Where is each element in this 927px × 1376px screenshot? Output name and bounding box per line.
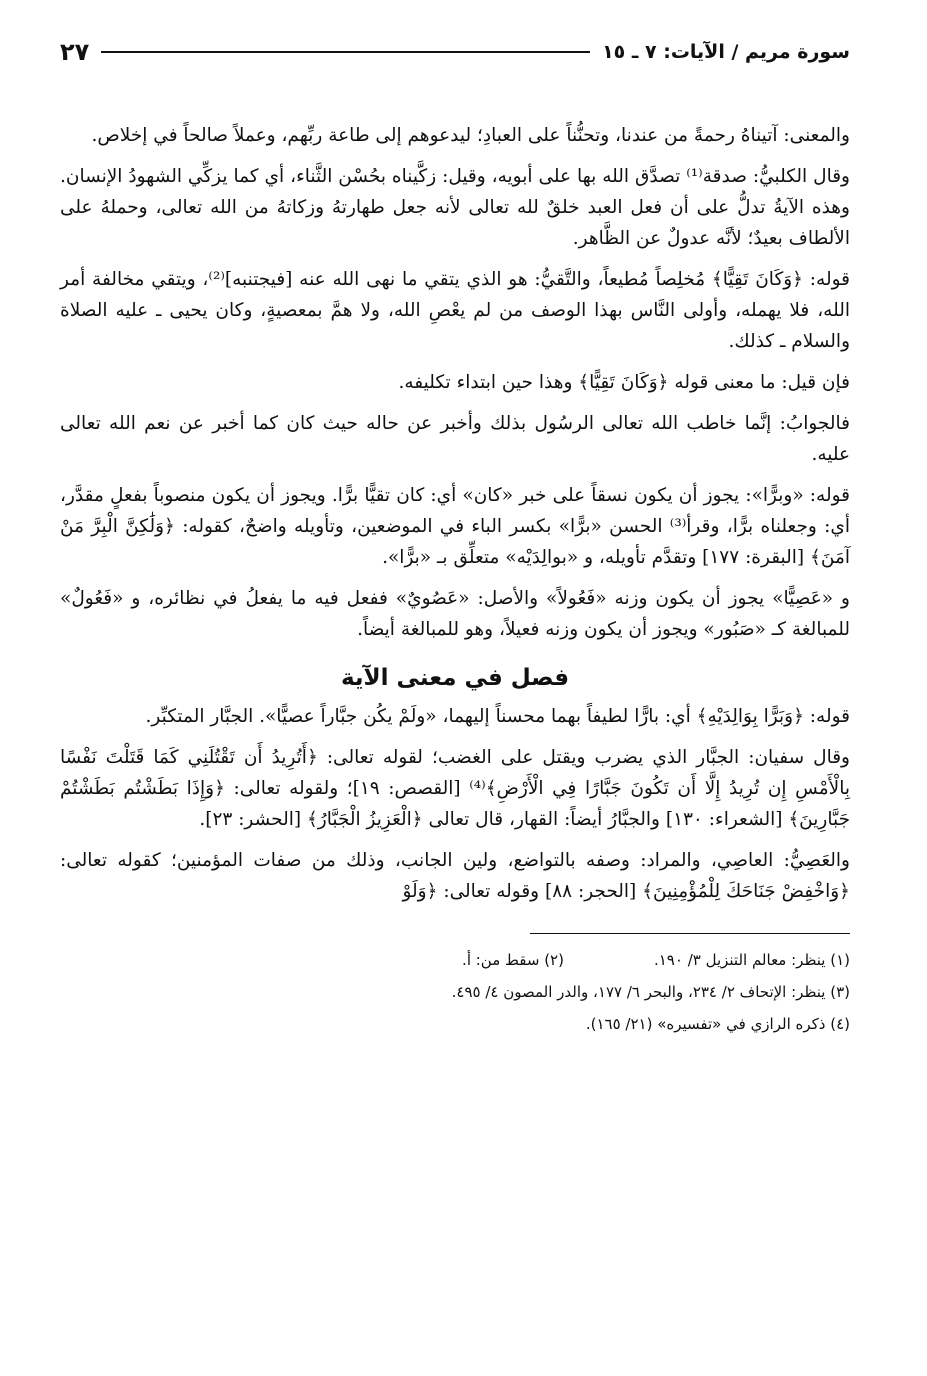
paragraph: وقال سفيان: الجبَّار الذي يضرب ويقتل على الغضب؛ لقوله تعالى: ﴿أَتُرِيدُ أَن تَقْتُلَنِي كَمَا قَتَلْتَ نَفْسًا بِالْأَمْسِ إِن تُرِيدُ إِلَّا أَن تَكُونَ جَبَّارًا فِي الْأَرْضِ﴾⁽⁴⁾ [القصص: ١٩]؛ ولقوله تعالى: ﴿وَإِذَا بَطَشْتُم بَطَشْتُمْ جَبَّارِينَ﴾ [الشعراء: ١٣٠] والجبَّارُ أيضاً: القهار، قال تعالى ﴿الْعَزِيزُ الْجَبَّارُ﴾ [الحشر: ٢٣]. bbox=[60, 747, 850, 830]
footnote-rule bbox=[530, 933, 850, 934]
paragraph: والمعنى: آتيناهُ رحمةً من عندنا، وتحنُّناً على العبادِ؛ ليدعوهم إلى طاعة ربِّهم، وعملاً صالحاً في إخلاص. bbox=[91, 125, 850, 146]
footnotes bbox=[60, 944, 850, 1040]
footnote-2: (٢) سقط من: أ. bbox=[462, 951, 564, 969]
section-heading: فصل في معنى الآية bbox=[340, 665, 570, 691]
paragraph: قوله: ﴿وَبَرًّا بِوَالِدَيْهِ﴾ أي: بارًّا لطيفاً بهما محسناً إليهما، «ولَمْ يكُن جبَّاراً عصيًّا». الجبَّار المتكبِّر. bbox=[145, 706, 850, 727]
running-header-title: سورة مريم / الآيات: ٧ ـ ١٥ bbox=[602, 41, 850, 63]
paragraph: والعَصِيُّ: العاصِي، والمراد: وصفه بالتواضع، ولين الجانب، وذلك من صفات المؤمنين؛ كقوله تعالى: ﴿وَاخْفِضْ جَنَاحَكَ لِلْمُؤْمِنِينَ﴾ [الحجر: ٨٨] وقوله تعالى: ﴿وَلَوْ bbox=[60, 850, 850, 902]
footnote-3: (٣) ينظر: الإتحاف ٢/ ٢٣٤، والبحر ٦/ ١٧٧، والدر المصون ٤/ ٤٩٥. bbox=[451, 983, 850, 1001]
paragraph: فالجوابُ: إنَّما خاطب الله تعالى الرسُول بذلك وأخبر عن حاله حيث كان كما أخبر عن نعم الله تعالى عليه. bbox=[60, 413, 850, 465]
footnote-4: (٤) ذكره الرازي في «تفسيره» (٢١/ ١٦٥). bbox=[585, 1015, 850, 1033]
header-rule bbox=[101, 51, 590, 53]
footnote-row bbox=[60, 944, 850, 976]
footnote-1: (١) ينظر: معالم التنزيل ٣/ ١٩٠. bbox=[653, 951, 850, 969]
paragraph: قوله: ﴿وَكَانَ تَقِيًّا﴾ مُخلِصاً مُطيعاً، والتَّقيُّ: هو الذي يتقي ما نهى الله عنه [فيجتنبه]⁽²⁾، ويتقي مخالفة أمر الله، فلا يهمله، وأولى النَّاس بهذا الوصف من لم يعْصِ الله، ولا همَّ بمعصيةٍ، وكان يحيى ـ عليه الصلاة والسلام ـ كذلك. bbox=[60, 269, 850, 352]
running-header bbox=[60, 30, 850, 74]
paragraph: و «عَصِيًّا» يجوز أن يكون وزنه «فَعُولاً» والأصل: «عَصُويٌ» ففعل فيه ما يفعلُ في نظائره، و «فَعُولٌ» للمبالغة كـ «صَبُور» ويجوز أن يكون وزنه فعيلاً، وهو للمبالغة أيضاً. bbox=[60, 588, 850, 640]
page bbox=[60, 30, 850, 1040]
paragraph: قوله: «وبرًّا»: يجوز أن يكون نسقاً على خبر «كان» أي: كان تقيًّا برًّا. ويجوز أن يكون منصوباً بفعلٍ مقدَّر، أي: وجعلناه برًّا، وقرأ⁽³⁾ الحسن «برًّا» بكسر الباء في الموضعين، وتأويله واضحٌ، كقوله: ﴿وَلَٰكِنَّ الْبِرَّ مَنْ آمَنَ﴾ [البقرة: ١٧٧] وتقدَّم تأويله، و «بوالِدَيْه» متعلِّق بـ «برًّا». bbox=[60, 485, 850, 568]
paragraph: فإن قيل: ما معنى قوله ﴿وَكَانَ تَقِيًّا﴾ وهذا حين ابتداء تكليفه. bbox=[398, 372, 850, 393]
page-number: ٢٧ bbox=[60, 38, 90, 66]
paragraph: وقال الكلبيُّ: صدقة⁽¹⁾ تصدَّق الله بها على أبويه، وقيل: زكَّيناه بحُسْن الثَّناء، أي كما يزكِّي الشهودُ الإنسان. وهذه الآيةُ تدلُّ على أن فعل العبد خلقٌ لله تعالى لأنه جعل طهارتهُ وزكاتهُ من الله تعالى، وحملهُ على الألطاف بعيدٌ؛ لأنَّه عدولٌ عن الظَّاهر. bbox=[60, 166, 850, 249]
body-text bbox=[60, 120, 850, 907]
